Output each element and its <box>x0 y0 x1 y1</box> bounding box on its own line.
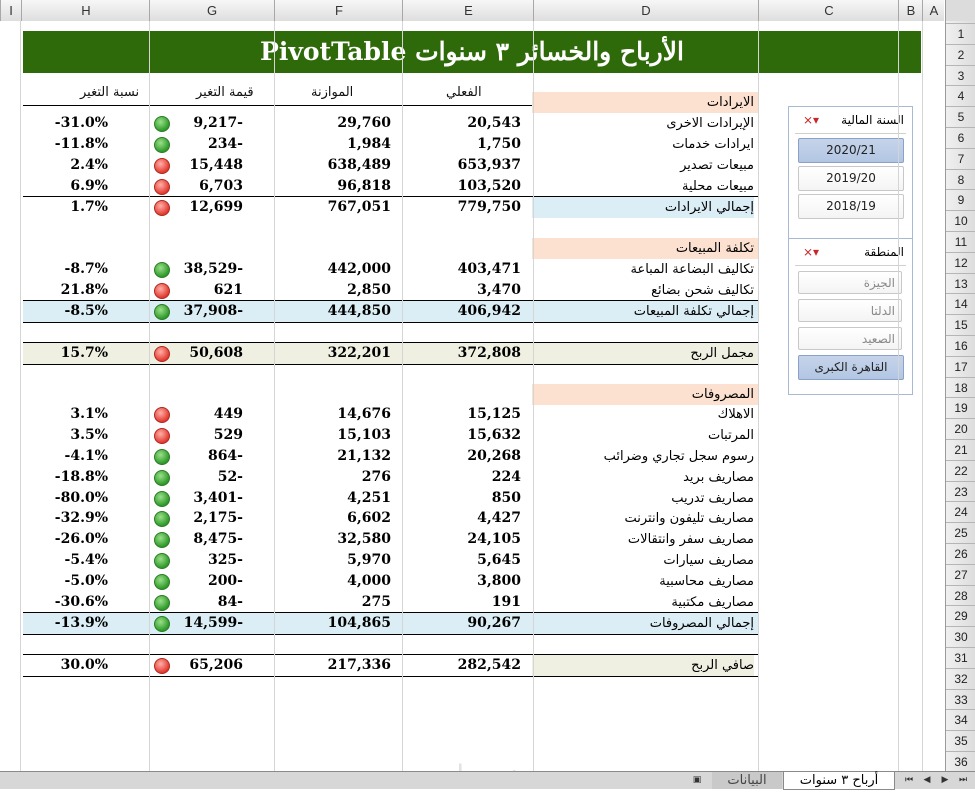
column-header-e[interactable]: E <box>402 0 534 21</box>
table-row <box>23 508 758 529</box>
slicer-fiscal-year-title: السنة المالية <box>841 113 904 127</box>
red-circle-icon <box>154 283 170 299</box>
budget-value: 1,984 <box>347 136 391 152</box>
budget-value: 2,850 <box>347 282 391 298</box>
table-row <box>23 280 758 301</box>
section-header-row <box>23 384 758 405</box>
table-row <box>23 113 758 134</box>
worksheet[interactable] <box>0 21 944 771</box>
table-row <box>23 592 758 613</box>
red-circle-icon <box>154 658 170 674</box>
green-circle-icon <box>154 553 170 569</box>
change-percent: 15.7% <box>60 345 108 361</box>
total-row <box>23 300 758 323</box>
change-value: 37,908- <box>183 303 243 319</box>
row-header-5[interactable]: 5 <box>946 106 975 128</box>
row-header-10[interactable]: 10 <box>946 210 975 232</box>
change-value: 9,217- <box>193 115 243 131</box>
column-divider <box>149 21 150 771</box>
table-row <box>23 176 758 197</box>
change-percent: 21.8% <box>60 282 108 298</box>
row-header-7[interactable]: 7 <box>946 148 975 170</box>
budget-value: 32,580 <box>337 531 391 547</box>
green-circle-icon <box>154 574 170 590</box>
column-header-i[interactable]: I <box>0 0 21 21</box>
budget-value: 217,336 <box>327 657 391 673</box>
budget-value: 322,201 <box>327 345 391 361</box>
row-label: مصاريف سفر وانتقالات <box>627 532 754 547</box>
slicer-item[interactable]: الصعيد <box>798 327 902 350</box>
column-divider <box>758 21 759 771</box>
actual-value: 1,750 <box>477 136 521 152</box>
budget-value: 5,970 <box>347 552 391 568</box>
row-label: مبيعات محلية <box>682 179 754 194</box>
row-label: إجمالي المصروفات <box>649 616 754 631</box>
row-label: ايرادات خدمات <box>672 137 754 152</box>
slicer-item[interactable]: القاهرة الكبرى <box>798 355 904 380</box>
slicer-item[interactable]: الجيزة <box>798 271 902 294</box>
change-value: 325- <box>207 552 243 568</box>
row-header-33[interactable]: 33 <box>946 689 975 711</box>
table-row <box>23 488 758 509</box>
red-circle-icon <box>154 179 170 195</box>
row-label: إجمالي تكلفة المبيعات <box>633 304 754 319</box>
actual-value: 406,942 <box>457 303 521 319</box>
row-label: مصاريف محاسبية <box>659 574 754 589</box>
row-label: مصاريف سيارات <box>663 553 754 568</box>
table-row <box>23 550 758 571</box>
actual-value: 90,267 <box>467 615 521 631</box>
slicer-item[interactable]: الدلتا <box>798 299 902 322</box>
row-label: مصاريف تليفون وانترنت <box>624 511 754 526</box>
column-header-h[interactable]: H <box>21 0 150 21</box>
change-percent: 3.5% <box>70 427 108 443</box>
slicer-item[interactable]: 2018/19 <box>798 194 904 219</box>
row-label: مصاريف مكتبية <box>671 595 754 610</box>
total-row <box>23 196 758 218</box>
slicer-separator <box>795 133 906 134</box>
next-sheet-icon[interactable]: ▶ <box>941 775 949 785</box>
budget-value: 275 <box>361 594 391 610</box>
section-header-label: المصروفات <box>691 387 754 402</box>
column-divider <box>274 21 275 771</box>
change-percent: -13.9% <box>54 615 108 631</box>
table-row <box>23 571 758 592</box>
row-label: مصاريف بريد <box>683 470 754 485</box>
actual-value: 20,268 <box>467 448 521 464</box>
change-value: 8,475- <box>193 531 243 547</box>
row-header-30[interactable]: 30 <box>946 626 975 648</box>
table-row <box>23 446 758 467</box>
row-header-26[interactable]: 26 <box>946 543 975 565</box>
change-percent: -30.6% <box>54 594 108 610</box>
actual-value: 15,125 <box>467 406 521 422</box>
green-circle-icon <box>154 304 170 320</box>
row-header-bar <box>945 21 975 771</box>
actual-value: 850 <box>491 490 521 506</box>
header-actual: الفعلي <box>446 85 482 100</box>
row-header-17[interactable]: 17 <box>946 356 975 378</box>
prev-sheet-icon[interactable]: ◀ <box>923 775 931 785</box>
budget-value: 14,676 <box>337 406 391 422</box>
row-label: مبيعات تصدير <box>680 158 754 173</box>
column-header-bar <box>0 0 944 22</box>
row-header-35[interactable]: 35 <box>946 730 975 752</box>
column-header-c[interactable]: C <box>758 0 899 21</box>
row-header-1[interactable]: 1 <box>946 23 975 45</box>
change-value: 529 <box>213 427 243 443</box>
row-header-12[interactable]: 12 <box>946 252 975 274</box>
row-label: مجمل الربح <box>690 346 754 361</box>
new-sheet-icon[interactable]: ▣ <box>692 775 702 785</box>
tab-data[interactable]: البيانات <box>712 772 782 789</box>
row-header-14[interactable]: 14 <box>946 293 975 315</box>
budget-value: 767,051 <box>327 199 391 215</box>
filter-clear-icon[interactable]: ⨯▾ <box>803 113 820 127</box>
change-value: 52- <box>217 469 243 485</box>
column-divider <box>533 21 534 771</box>
slicer-region[interactable] <box>788 238 913 395</box>
change-percent: 3.1% <box>70 406 108 422</box>
slicer-fiscal-year[interactable] <box>788 106 913 253</box>
row-header-31[interactable]: 31 <box>946 647 975 669</box>
column-header-d[interactable]: D <box>533 0 758 21</box>
row-header-23[interactable]: 23 <box>946 481 975 503</box>
slicer-region-title: المنطقة <box>864 245 904 259</box>
change-value: 65,206 <box>189 657 243 673</box>
green-circle-icon <box>154 116 170 132</box>
column-divider <box>20 21 21 771</box>
red-circle-icon <box>154 200 170 216</box>
actual-value: 372,808 <box>457 345 521 361</box>
budget-value: 104,865 <box>327 615 391 631</box>
change-value: 200- <box>207 573 243 589</box>
change-percent: -80.0% <box>54 490 108 506</box>
row-header-20[interactable]: 20 <box>946 418 975 440</box>
change-percent: -4.1% <box>64 448 108 464</box>
green-circle-icon <box>154 511 170 527</box>
filter-clear-icon[interactable]: ⨯▾ <box>803 245 820 259</box>
actual-value: 224 <box>491 469 521 485</box>
change-value: 12,699 <box>189 199 243 215</box>
row-header-19[interactable]: 19 <box>946 397 975 419</box>
budget-value: 442,000 <box>327 261 391 277</box>
change-value: 3,401- <box>193 490 243 506</box>
table-row <box>23 134 758 155</box>
actual-value: 5,645 <box>477 552 521 568</box>
header-change-value: قيمة التغير <box>196 85 254 100</box>
slicer-item[interactable]: 2019/20 <box>798 166 904 191</box>
table-row <box>23 467 758 488</box>
row-label: مصاريف تدريب <box>671 491 754 506</box>
change-value: 864- <box>207 448 243 464</box>
row-header-28[interactable]: 28 <box>946 585 975 607</box>
select-all-corner[interactable] <box>945 0 975 22</box>
actual-value: 282,542 <box>457 657 521 673</box>
table-row <box>23 425 758 446</box>
total-row <box>23 654 758 677</box>
green-circle-icon <box>154 262 170 278</box>
budget-value: 638,489 <box>327 157 391 173</box>
change-percent: 1.7% <box>70 199 108 215</box>
green-circle-icon <box>154 616 170 632</box>
change-percent: -8.5% <box>64 303 108 319</box>
section-header-label: تكلفة المبيعات <box>675 241 754 256</box>
change-percent: 6.9% <box>70 178 108 194</box>
slicer-item[interactable]: 2020/21 <box>798 138 904 163</box>
actual-value: 779,750 <box>457 199 521 215</box>
total-row <box>23 342 758 365</box>
green-circle-icon <box>154 470 170 486</box>
change-percent: -5.4% <box>64 552 108 568</box>
row-label: تكاليف شحن بضائع <box>651 283 754 298</box>
budget-value: 29,760 <box>337 115 391 131</box>
section-header-label: الايرادات <box>706 95 754 110</box>
change-percent: -31.0% <box>54 115 108 131</box>
row-header-25[interactable]: 25 <box>946 522 975 544</box>
row-label: إجمالي الايرادات <box>532 197 754 218</box>
change-value: 38,529- <box>183 261 243 277</box>
row-header-18[interactable]: 18 <box>946 377 975 399</box>
row-label: الاهلاك <box>717 407 754 422</box>
green-circle-icon <box>154 137 170 153</box>
column-divider <box>922 21 923 771</box>
row-header-8[interactable]: 8 <box>946 169 975 191</box>
red-circle-icon <box>154 407 170 423</box>
row-header-4[interactable]: 4 <box>946 85 975 107</box>
change-value: 14,599- <box>183 615 243 631</box>
budget-value: 21,132 <box>337 448 391 464</box>
section-header-row <box>23 238 758 259</box>
row-header-36[interactable]: 36 <box>946 751 975 773</box>
change-percent: -5.0% <box>64 573 108 589</box>
report-title: الأرباح والخسائر ٣ سنوات PivotTable <box>23 31 921 73</box>
actual-value: 403,471 <box>457 261 521 277</box>
change-value: 50,608 <box>189 345 243 361</box>
row-header-3[interactable]: 3 <box>946 65 975 87</box>
first-sheet-icon[interactable]: ⏮ <box>904 775 914 785</box>
change-percent: -18.8% <box>54 469 108 485</box>
budget-value: 276 <box>361 469 391 485</box>
row-label: الإيرادات الاخرى <box>666 116 754 131</box>
budget-value: 15,103 <box>337 427 391 443</box>
actual-value: 3,800 <box>477 573 521 589</box>
total-row <box>23 612 758 635</box>
change-value: 449 <box>213 406 243 422</box>
change-value: 621 <box>213 282 243 298</box>
row-header-9[interactable]: 9 <box>946 189 975 211</box>
row-header-2[interactable]: 2 <box>946 44 975 66</box>
budget-value: 4,000 <box>347 573 391 589</box>
change-percent: 2.4% <box>70 157 108 173</box>
table-row <box>23 404 758 425</box>
change-value: 6,703 <box>199 178 243 194</box>
section-header-row <box>23 92 758 113</box>
column-header-f[interactable]: F <box>274 0 403 21</box>
change-percent: -32.9% <box>54 510 108 526</box>
column-divider <box>898 21 899 771</box>
actual-value: 20,543 <box>467 115 521 131</box>
red-circle-icon <box>154 158 170 174</box>
column-divider <box>402 21 403 771</box>
actual-value: 3,470 <box>477 282 521 298</box>
budget-value: 6,602 <box>347 510 391 526</box>
column-header-a[interactable]: A <box>922 0 945 21</box>
budget-value: 4,251 <box>347 490 391 506</box>
change-value: 234- <box>207 136 243 152</box>
table-row <box>23 529 758 550</box>
row-header-22[interactable]: 22 <box>946 460 975 482</box>
row-label: صافي الربح <box>532 655 754 676</box>
table-row <box>23 155 758 176</box>
column-header-b[interactable]: B <box>898 0 923 21</box>
budget-value: 96,818 <box>337 178 391 194</box>
change-percent: -8.7% <box>64 261 108 277</box>
change-percent: 30.0% <box>60 657 108 673</box>
header-change-percent: نسبة التغير <box>80 85 140 100</box>
row-label: المرتبات <box>707 428 754 443</box>
row-header-6[interactable]: 6 <box>946 127 975 149</box>
budget-value: 444,850 <box>327 303 391 319</box>
actual-value: 191 <box>491 594 521 610</box>
table-row <box>23 259 758 280</box>
green-circle-icon <box>154 491 170 507</box>
actual-value: 24,105 <box>467 531 521 547</box>
tab-profit-3-years[interactable]: أرباح ٣ سنوات <box>783 772 895 790</box>
row-header-32[interactable]: 32 <box>946 668 975 690</box>
row-header-15[interactable]: 15 <box>946 314 975 336</box>
change-value: 15,448 <box>189 157 243 173</box>
actual-value: 15,632 <box>467 427 521 443</box>
header-budget: الموازنة <box>311 85 354 100</box>
row-header-24[interactable]: 24 <box>946 501 975 523</box>
change-value: 84- <box>217 594 243 610</box>
row-header-16[interactable]: 16 <box>946 335 975 357</box>
change-percent: -26.0% <box>54 531 108 547</box>
last-sheet-icon[interactable]: ⏭ <box>958 775 968 785</box>
change-value: 2,175- <box>193 510 243 526</box>
row-header-11[interactable]: 11 <box>946 231 975 253</box>
actual-value: 4,427 <box>477 510 521 526</box>
column-header-g[interactable]: G <box>149 0 274 21</box>
actual-value: 103,520 <box>457 178 521 194</box>
sheet-tab-bar <box>0 771 975 789</box>
row-header-21[interactable]: 21 <box>946 439 975 461</box>
green-circle-icon <box>154 532 170 548</box>
slicer-separator <box>795 265 906 266</box>
red-circle-icon <box>154 346 170 362</box>
row-header-29[interactable]: 29 <box>946 605 975 627</box>
actual-value: 653,937 <box>457 157 521 173</box>
green-circle-icon <box>154 449 170 465</box>
row-header-13[interactable]: 13 <box>946 273 975 295</box>
row-header-27[interactable]: 27 <box>946 564 975 586</box>
row-header-34[interactable]: 34 <box>946 709 975 731</box>
green-circle-icon <box>154 595 170 611</box>
red-circle-icon <box>154 428 170 444</box>
row-label: رسوم سجل تجاري وضرائب <box>603 449 754 464</box>
row-label: تكاليف البضاعة المباعة <box>630 262 754 277</box>
change-percent: -11.8% <box>54 136 108 152</box>
